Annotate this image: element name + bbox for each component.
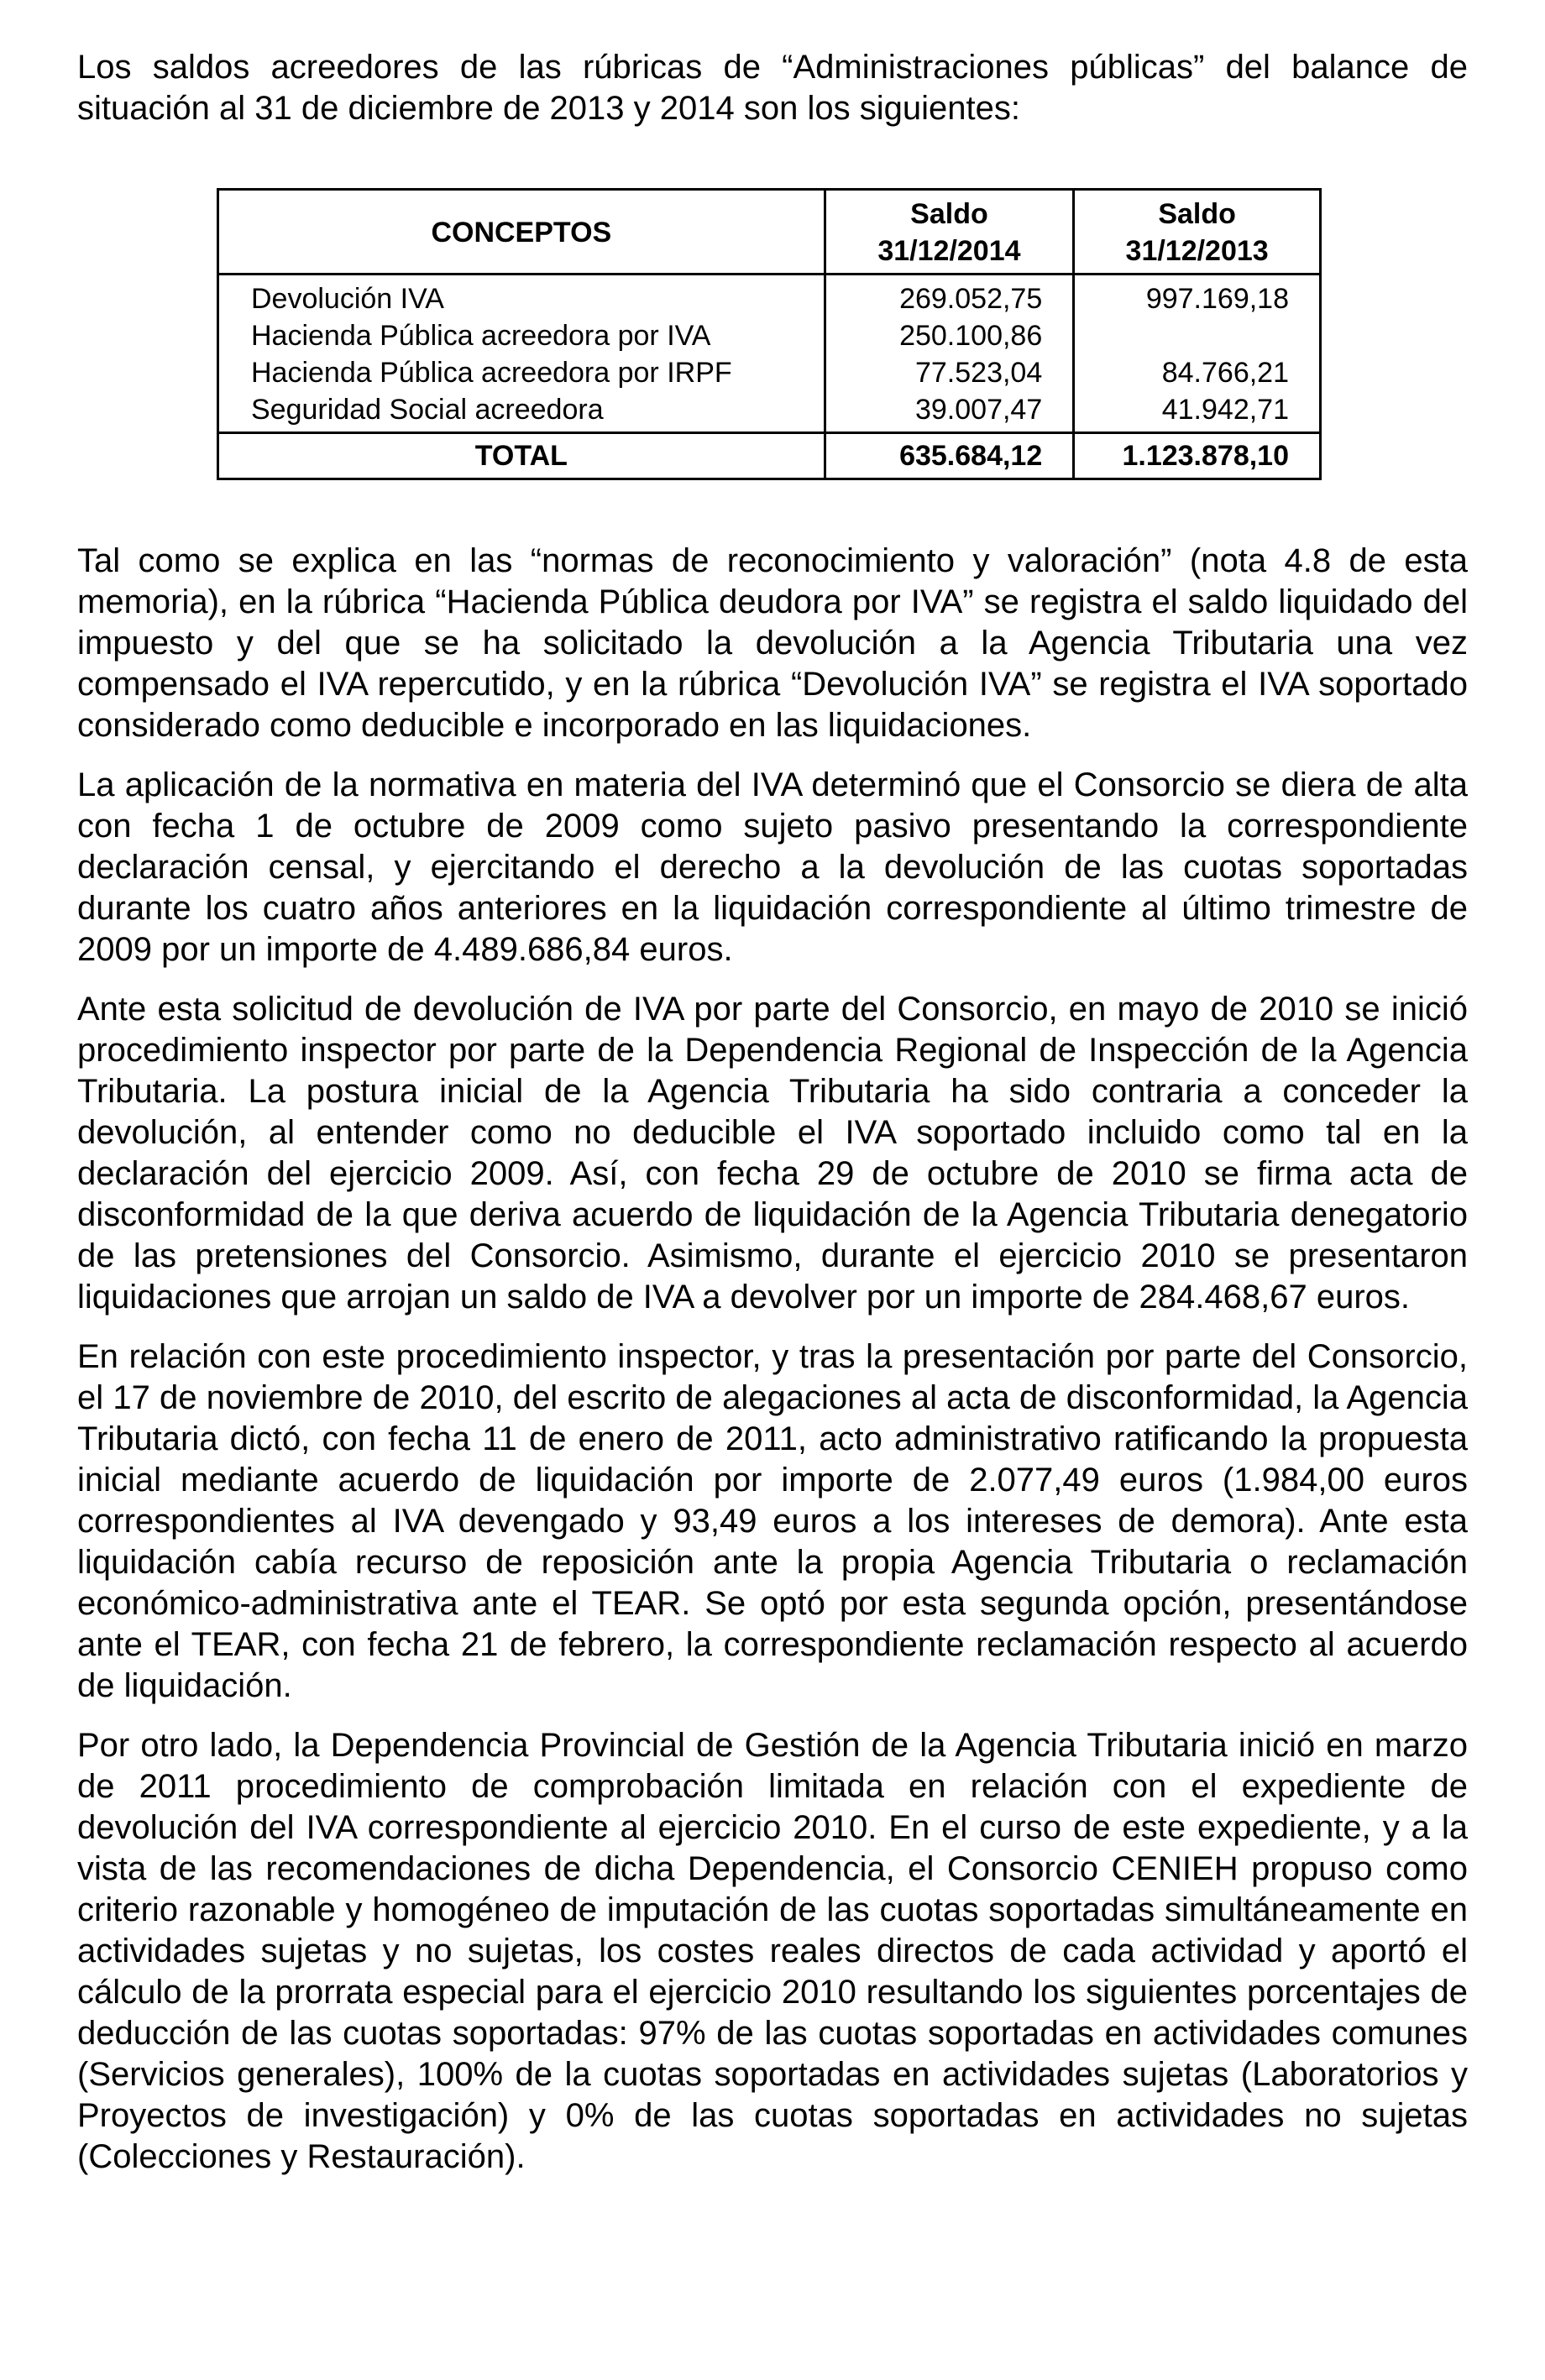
row-value-2014: 77.523,04: [825, 354, 1074, 391]
intro-paragraph: Los saldos acreedores de las rúbricas de “Administraciones públicas” del balance de situación al 31 de diciembre de 2013 y 2014 son los siguientes:: [77, 49, 1468, 127]
header-saldo-2014-label: Saldo: [910, 198, 988, 230]
table-row: [218, 317, 1321, 354]
row-concept: Hacienda Pública acreedora por IRPF: [251, 357, 732, 389]
paragraph-iva-registration: La aplicación de la normativa en materia del IVA determinó que el Consorcio se diera de alta con fecha 1 de octubre de 2009 como sujeto pasivo presentando la correspondiente declaración censal, y ejercitando el derecho a la devolución de las cuotas soportadas durante los cuatro años anteriores en la liquidación correspondiente al último trimestre de 2009 por un importe de 4.489.686,84 euros.: [77, 766, 1468, 968]
row-value-2014: 39.007,47: [825, 391, 1074, 433]
row-concept: Hacienda Pública acreedora por IVA: [251, 320, 711, 352]
paragraph-valuation-norms: Tal como se explica en las “normas de reconocimiento y valoración” (nota 4.8 de esta memoria), en la rúbrica “Hacienda Pública deudora por IVA” se registra el saldo liquidado del impuesto y del que se ha solicitado la devolución a la Agencia Tributaria una vez compensado el IVA repercutido, y en la rúbrica “Devolución IVA” se registra el IVA soportado considerado como deducible e incorporado en las liquidaciones.: [77, 542, 1468, 744]
table-total-row: [218, 433, 1321, 479]
table-row: [218, 275, 1321, 318]
paragraph-tear-claim: En relación con este procedimiento inspector, y tras la presentación por parte del Consorcio, el 17 de noviembre de 2010, del escrito de alegaciones al acta de disconformidad, la Agencia Tributaria dictó, con fecha 11 de enero de 2011, acto administrativo ratificando la propuesta inicial mediante acuerdo de liquidación por importe de 2.077,49 euros (1.984,00 euros correspondientes al IVA devengado y 93,49 euros a los intereses de demora). Ante esta liquidación cabía recurso de reposición ante la propia Agencia Tributaria o reclamación económico-administrativa ante el TEAR. Se optó por esta segunda opción, presentándose ante el TEAR, con fecha 21 de febrero, la correspondiente reclamación respecto al acuerdo de liquidación.: [77, 1338, 1468, 1704]
header-saldo-2013: [1074, 190, 1321, 275]
row-value-2014: 250.100,86: [825, 317, 1074, 354]
balance-table: [217, 188, 1322, 480]
row-value-2013: 84.766,21: [1074, 354, 1321, 391]
table-row: [218, 391, 1321, 433]
table-row: [218, 354, 1321, 391]
row-value-2013: 41.942,71: [1074, 391, 1321, 433]
table-header-row: [218, 190, 1321, 275]
row-value-2013: [1074, 317, 1321, 354]
paragraph-prorrata: Por otro lado, la Dependencia Provincial de Gestión de la Agencia Tributaria inició en marzo de 2011 procedimiento de comprobación limitada en relación con el expediente de devolución del IVA correspondiente al ejercicio 2010. En el curso de este expediente, y a la vista de las recomendaciones de dicha Dependencia, el Consorcio CENIEH propuso como criterio razonable y homogéneo de imputación de las cuotas soportadas simultáneamente en actividades sujetas y no sujetas, los costes reales directos de cada actividad y aportó el cálculo de la prorrata especial para el ejercicio 2010 resultando los siguientes porcentajes de deducción de las cuotas soportadas: 97% de las cuotas soportadas en actividades comunes (Servicios generales), 100% de la cuotas soportadas en actividades sujetas (Laboratorios y Proyectos de investigación) y 0% de las cuotas soportadas en actividades no sujetas (Colecciones y Restauración).: [77, 1727, 1468, 2175]
header-concepts: CONCEPTOS: [218, 190, 825, 275]
total-value-2014: 635.684,12: [825, 433, 1074, 479]
paragraph-inspection-procedure: Ante esta solicitud de devolución de IVA por parte del Consorcio, en mayo de 2010 se inició procedimiento inspector por parte de la Dependencia Regional de Inspección de la Agencia Tributaria. La postura inicial de la Agencia Tributaria ha sido contraria a conceder la devolución, al entender como no deducible el IVA soportado incluido como tal en la declaración del ejercicio 2009. Así, con fecha 29 de octubre de 2010 se firma acta de disconformidad de la que deriva acuerdo de liquidación de la Agencia Tributaria denegatorio de las pretensiones del Consorcio. Asimismo, durante el ejercicio 2010 se presentaron liquidaciones que arrojan un saldo de IVA a devolver por un importe de 284.468,67 euros.: [77, 991, 1468, 1316]
row-value-2014: 269.052,75: [825, 275, 1074, 318]
header-saldo-2013-date: 31/12/2013: [1125, 235, 1269, 267]
header-saldo-2014-date: 31/12/2014: [877, 235, 1021, 267]
row-concept: Devolución IVA: [251, 283, 444, 315]
document-page: [77, 47, 1468, 2178]
row-value-2013: 997.169,18: [1074, 275, 1321, 318]
row-concept: Seguridad Social acreedora: [251, 394, 604, 426]
total-value-2013: 1.123.878,10: [1074, 433, 1321, 479]
header-saldo-2013-label: Saldo: [1158, 198, 1236, 230]
header-saldo-2014: [825, 190, 1074, 275]
total-label: TOTAL: [218, 433, 825, 479]
